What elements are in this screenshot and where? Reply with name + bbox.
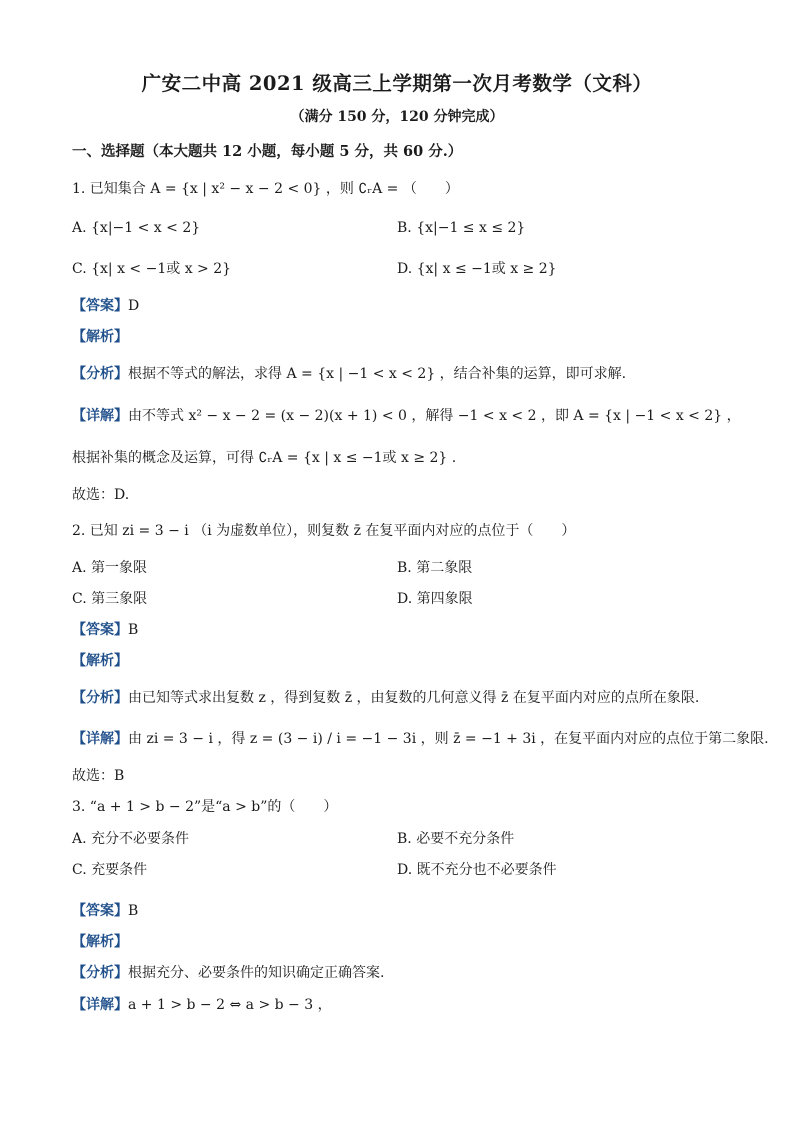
q2-xiangjie-text: 由 zi = 3 − i ，得 z = (3 − i) / i = −1 − 3i ，则 z̄ = −1 + 3i ，在复平面内对应的点位于第二象限. (128, 731, 769, 747)
answer-tag: 【答案】 (72, 298, 128, 314)
q1-xiangjie-cont: 根据补集的概念及运算，可得 ∁ᵣA = {x | x ≤ −1或 x ≥ 2} . (72, 450, 457, 466)
q2-option-a: A. 第一象限 (72, 560, 148, 576)
q1-analysis-heading (72, 328, 128, 346)
analysis-tag: 【解析】 (72, 934, 128, 950)
q2-option-b: B. 第二象限 (397, 560, 473, 576)
page-title: 广安二中高 2021 级高三上学期第一次月考数学（文科） (141, 72, 653, 95)
q1-answer (72, 297, 139, 315)
xiangjie-tag: 【详解】 (72, 408, 128, 424)
q1-option-d: D. {x| x ≤ −1或 x ≥ 2} (397, 261, 557, 277)
fenxi-tag: 【分析】 (72, 965, 128, 981)
q2-fenxi-text: 由已知等式求出复数 z ，得到复数 z̄ ，由复数的几何意义得 z̄ 在复平面内对应的点所在象限. (128, 690, 700, 706)
fenxi-tag: 【分析】 (72, 366, 128, 382)
q1-choose: 故选：D. (72, 487, 130, 503)
page-subtitle: （满分 150 分，120 分钟完成） (290, 109, 504, 125)
q3-xiangjie (72, 996, 332, 1014)
xiangjie-tag: 【详解】 (72, 997, 128, 1013)
q2-stem: 2. 已知 zi = 3 − i （i 为虚数单位），则复数 z̄ 在复平面内对应的点位于（ ） (72, 523, 576, 539)
section-heading: 一、选择题（本大题共 12 小题，每小题 5 分，共 60 分.） (72, 143, 463, 160)
q3-option-c: C. 充要条件 (72, 862, 148, 878)
answer-tag: 【答案】 (72, 622, 128, 638)
q2-option-c: C. 第三象限 (72, 591, 148, 607)
q3-fenxi (72, 964, 384, 982)
q1-option-b: B. {x|−1 ≤ x ≤ 2} (397, 220, 526, 236)
q3-answer (72, 902, 138, 920)
q2-fenxi (72, 689, 699, 707)
xiangjie-tag: 【详解】 (72, 731, 128, 747)
q3-option-a: A. 充分不必要条件 (72, 831, 190, 847)
q2-answer (72, 621, 138, 639)
q1-xiangjie (72, 407, 741, 425)
q1-option-a: A. {x|−1 < x < 2} (72, 220, 201, 236)
q1-option-c: C. {x| x < −1或 x > 2} (72, 261, 232, 277)
q2-option-d: D. 第四象限 (397, 591, 473, 607)
answer-tag: 【答案】 (72, 903, 128, 919)
q2-choose: 故选：B (72, 768, 125, 784)
q2-answer-value: B (128, 622, 139, 638)
q3-analysis-heading (72, 933, 128, 951)
q3-fenxi-text: 根据充分、必要条件的知识确定正确答案. (128, 965, 385, 981)
fenxi-tag: 【分析】 (72, 690, 128, 706)
q3-xiangjie-text: a + 1 > b − 2 ⇔ a > b − 3 ， (128, 997, 332, 1013)
q1-fenxi-text: 根据不等式的解法，求得 A = {x | −1 < x < 2} ，结合补集的运算，即可求解. (128, 366, 627, 382)
q1-answer-value: D (128, 298, 140, 314)
q1-stem: 1. 已知集合 A = {x | x² − x − 2 < 0} ，则 ∁ᵣA = （ ） (72, 181, 459, 197)
q1-fenxi (72, 365, 626, 383)
q2-xiangjie (72, 730, 769, 748)
analysis-tag: 【解析】 (72, 329, 128, 345)
q1-xiangjie-text: 由不等式 x² − x − 2 = (x − 2)(x + 1) < 0 ，解得 −1 < x < 2 ，即 A = {x | −1 < x < 2} ， (128, 408, 741, 424)
q3-stem: 3. “a + 1 > b − 2”是“a > b”的（ ） (72, 799, 338, 815)
q2-analysis-heading (72, 652, 128, 670)
q3-option-b: B. 必要不充分条件 (397, 831, 515, 847)
q3-option-d: D. 既不充分也不必要条件 (397, 862, 557, 878)
q3-answer-value: B (128, 903, 139, 919)
analysis-tag: 【解析】 (72, 653, 128, 669)
